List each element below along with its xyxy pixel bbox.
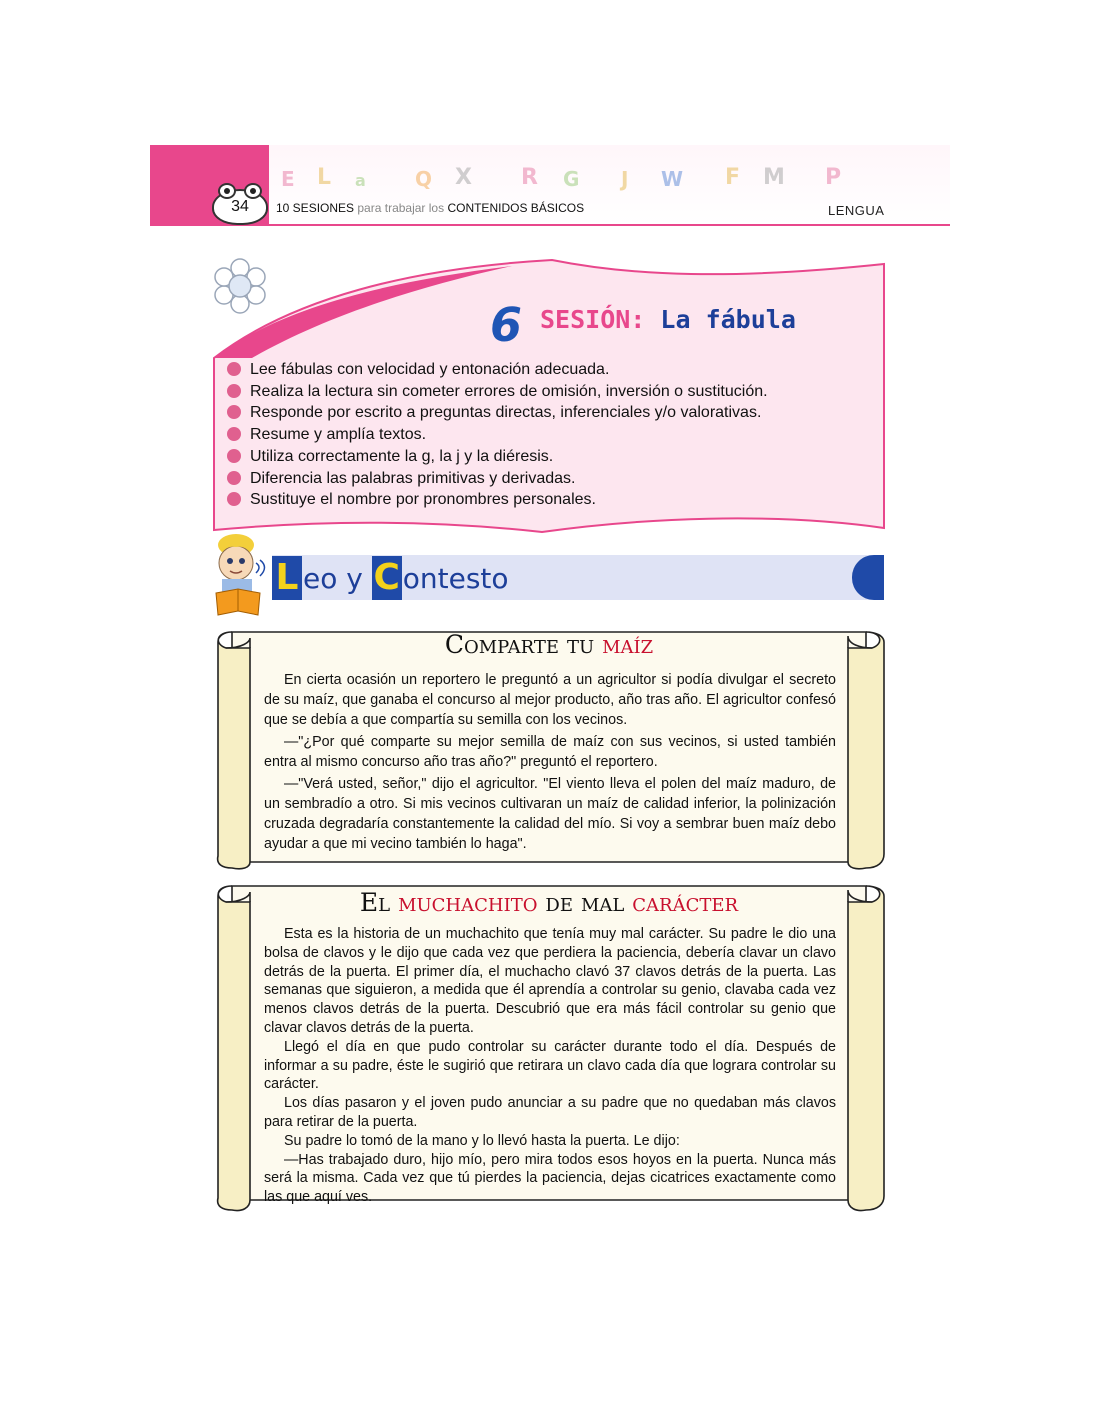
objective-item — [224, 424, 768, 446]
story-paragraph: —"¿Por qué comparte su mejor semilla de maíz con sus vecinos, si usted también entra al mismo concurso año tras año?" preguntó el reportero. — [264, 734, 836, 770]
decor-letter: L — [317, 165, 332, 190]
story-paragraph: Su padre lo tomó de la mano y lo llevó hasta la puerta. Le dijo: — [284, 1132, 680, 1149]
objective-item — [224, 402, 768, 424]
session-title — [540, 305, 796, 334]
objectives-list — [224, 359, 768, 511]
objective-text: Realiza la lectura sin cometer errores de omisión, inversión o sustitución. — [250, 382, 768, 400]
section-title — [272, 556, 509, 600]
subject-label: LENGUA — [828, 203, 885, 218]
story-title-part: de mal — [537, 888, 633, 917]
boy-reading-icon — [208, 533, 270, 619]
smiley-bullet-icon — [227, 405, 241, 419]
story-title-part: maíz — [602, 630, 654, 659]
smiley-bullet-icon — [227, 471, 241, 485]
objective-text: Responde por escrito a preguntas directas, inferenciales y/o valorativas. — [250, 404, 762, 422]
objective-item — [224, 489, 768, 511]
smiley-bullet-icon — [227, 449, 241, 463]
smiley-bullet-icon — [227, 362, 241, 376]
decor-letter: P — [825, 165, 842, 190]
page-number-frog — [212, 189, 268, 225]
objective-item — [224, 446, 768, 468]
story-paragraph: Llegó el día en que pudo controlar su carácter durante todo el día. Después de informar a su padre, éste le sugirió que retirara un clavo cada día que lograra controlar su carácter. — [264, 1038, 836, 1093]
flower-icon — [212, 258, 268, 314]
decor-letter: M — [763, 165, 785, 190]
smiley-bullet-icon — [227, 492, 241, 506]
section-initial: C — [373, 557, 400, 598]
story-body — [264, 670, 836, 856]
objective-text: Diferencia las palabras primitivas y derivadas. — [250, 469, 576, 487]
decor-letter: G — [563, 167, 580, 191]
story-title — [212, 888, 886, 917]
decor-letter: R — [521, 165, 538, 190]
series-title-part: CONTENIDOS BÁSICOS — [447, 201, 585, 215]
decor-letter: a — [355, 171, 366, 190]
frog-eye-icon — [218, 183, 236, 199]
objective-text: Resume y amplía textos. — [250, 426, 427, 444]
story-title-part: Comparte tu — [444, 630, 603, 659]
header-rule — [150, 224, 950, 226]
decor-letter: F — [725, 165, 741, 190]
story-title-part: El — [359, 888, 399, 917]
story-title — [212, 630, 886, 659]
story-title-part: carácter — [632, 888, 739, 917]
objective-text: Lee fábulas con velocidad y entonación adecuada. — [250, 361, 610, 378]
story-body — [264, 925, 836, 1207]
page-header — [150, 145, 950, 226]
objective-text: Sustituye el nombre por pronombres personales. — [250, 491, 596, 509]
session-number: 6 — [490, 298, 523, 352]
objective-item — [224, 359, 768, 381]
series-title-part: 10 SESIONES — [276, 201, 355, 215]
story-scroll — [212, 878, 886, 1215]
story-title-part: muchachito — [398, 888, 538, 917]
decor-letter: J — [621, 167, 629, 191]
section-initial: L — [272, 556, 302, 600]
story-scroll — [212, 624, 886, 870]
page-number: 34 — [231, 198, 249, 215]
decor-letter: Q — [415, 167, 433, 191]
section-title-part: eo y — [303, 561, 372, 595]
session-topic: La fábula — [660, 305, 796, 334]
story-paragraph: Los días pasaron y el joven pudo anunciar a su padre que no quedaban más clavos para retirar de la puerta. — [264, 1095, 836, 1130]
decor-letter: W — [661, 167, 684, 191]
smiley-bullet-icon — [227, 384, 241, 398]
decor-letter: E — [281, 167, 295, 191]
frog-eye-icon — [244, 183, 262, 199]
session-banner — [212, 258, 886, 533]
decor-letter: X — [455, 165, 472, 190]
session-label: SESIÓN: — [540, 305, 646, 334]
objective-text: Utiliza correctamente la g, la j y la diéresis. — [250, 447, 554, 465]
section-title-part: ontesto — [402, 561, 509, 595]
story-paragraph: En cierta ocasión un reportero le preguntó a un agricultor si podía divulgar el secreto de su maíz, que ganaba el concurso al mejor producto, año tras año. El agricultor confesó que se debía a que compartía su semilla con los vecinos. — [264, 672, 836, 728]
objective-item — [224, 468, 768, 490]
smiley-bullet-icon — [227, 427, 241, 441]
story-paragraph: —"Verá usted, señor," dijo el agricultor. "El viento lleva el polen del maíz maduro, de un sembradío a otro. Si mis vecinos cultivaran un maíz de calidad inferior, la polinización cruzada degradaría constantemente la calidad del mío. Si voy a sembrar buen maíz debo ayudar a que mi vecino también lo haga". — [264, 776, 836, 852]
objective-item — [224, 381, 768, 403]
story-paragraph: —Has trabajado duro, hijo mío, pero mira todos esos hoyos en la puerta. Nunca más será la misma. Cada vez que tú pierdes la paciencia, dejas cicatrices exactamente como las que aquí ves. — [264, 1151, 836, 1206]
series-title-part: para trabajar los — [354, 201, 448, 215]
story-paragraph: Esta es la historia de un muchachito que tenía muy mal carácter. Su padre le dio una bolsa de clavos y le dijo que cada vez que perdiera la paciencia, debería clavar un clavo detrás de la puerta. El primer día, el muchacho clavó 37 clavos detrás de la puerta. Las semanas que siguieron, a medida que él aprendía a controlar su genio, clavaba cada vez menos clavos detrás de la puerta. Descubrió que era más fácil controlar su genio que clavar clavos detrás de la puerta. — [264, 926, 836, 1036]
series-title — [276, 201, 584, 215]
